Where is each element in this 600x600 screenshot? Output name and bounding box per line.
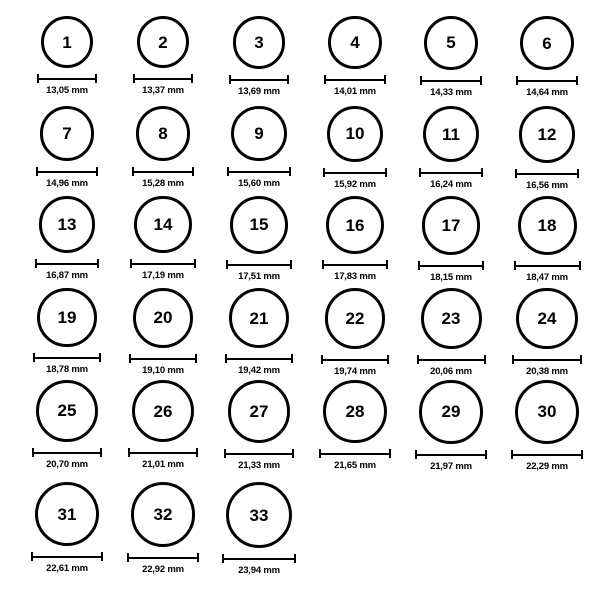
measure-line <box>415 454 487 456</box>
measure-tick-left <box>420 76 422 85</box>
measure-line <box>516 80 578 82</box>
ring-size-number: 27 <box>249 401 269 421</box>
diameter-label: 19,10 mm <box>142 364 184 376</box>
ring-circle <box>136 106 191 161</box>
measure-tick-left <box>132 167 134 176</box>
measure-tick-right <box>580 355 582 364</box>
diameter-label: 21,65 mm <box>334 460 376 472</box>
ring-size-number: 3 <box>254 32 264 52</box>
measure-tick-left <box>511 450 513 459</box>
measure-line <box>321 359 390 361</box>
ring-size-number: 1 <box>62 32 72 52</box>
ring-circle <box>515 380 579 444</box>
measure-line <box>129 358 197 360</box>
diameter-measure-bar <box>130 259 195 268</box>
diameter-label: 15,28 mm <box>142 177 184 189</box>
measure-line <box>319 453 390 455</box>
measure-line <box>32 452 102 454</box>
ring-size-number: 21 <box>249 308 269 328</box>
ring-circle <box>226 482 292 548</box>
measure-line <box>31 556 103 558</box>
measure-tick-left <box>31 552 33 561</box>
measure-tick-right <box>576 76 578 85</box>
ring-size-number: 5 <box>446 33 456 53</box>
measure-tick-right <box>96 167 98 176</box>
measure-tick-left <box>37 74 39 83</box>
diameter-measure-bar <box>512 355 581 364</box>
measure-line <box>37 78 97 80</box>
measure-tick-left <box>133 74 135 83</box>
ring-size-number: 33 <box>249 505 269 525</box>
ring-size-cell <box>113 482 213 575</box>
ring-size-cell <box>305 16 405 97</box>
diameter-measure-bar <box>37 74 97 83</box>
measure-tick-right <box>291 354 293 363</box>
measure-line <box>36 171 99 173</box>
measure-tick-right <box>481 168 483 177</box>
ring-circle <box>233 16 286 69</box>
measure-line <box>128 452 198 454</box>
diameter-label: 14,96 mm <box>46 177 88 189</box>
ring-size-cell <box>17 106 117 189</box>
ring-circle <box>137 16 189 68</box>
measure-tick-left <box>321 355 323 364</box>
diameter-measure-bar <box>229 75 290 84</box>
ring-circle <box>422 196 481 255</box>
measure-tick-right <box>577 169 579 178</box>
measure-tick-right <box>581 450 583 459</box>
measure-tick-right <box>101 552 103 561</box>
ring-circle <box>328 16 381 69</box>
diameter-measure-bar <box>324 75 385 84</box>
measure-line <box>511 454 583 456</box>
diameter-label: 15,92 mm <box>334 178 376 190</box>
diameter-measure-bar <box>129 354 197 363</box>
ring-circle <box>39 196 96 253</box>
ring-size-cell <box>209 288 309 376</box>
measure-line <box>512 359 581 361</box>
measure-line <box>133 78 193 80</box>
ring-circle <box>229 288 289 348</box>
measure-line <box>323 172 387 174</box>
measure-tick-left <box>128 448 130 457</box>
ring-size-cell <box>113 106 213 189</box>
ring-circle <box>323 380 386 443</box>
ring-size-cell <box>17 482 117 574</box>
ring-size-cell <box>305 106 405 190</box>
measure-tick-right <box>195 354 197 363</box>
diameter-label: 15,60 mm <box>238 178 280 190</box>
measure-tick-left <box>324 75 326 84</box>
measure-tick-left <box>323 168 325 177</box>
ring-size-number: 14 <box>153 215 173 235</box>
ring-size-cell <box>17 196 117 281</box>
measure-line <box>418 265 485 267</box>
diameter-measure-bar <box>417 355 486 364</box>
ring-size-number: 9 <box>254 124 264 144</box>
diameter-label: 14,01 mm <box>334 86 376 98</box>
ring-circle <box>424 16 478 70</box>
measure-tick-right <box>385 168 387 177</box>
measure-tick-right <box>95 74 97 83</box>
measure-tick-right <box>387 355 389 364</box>
measure-line <box>130 263 195 265</box>
ring-circle <box>421 288 482 349</box>
ring-size-cell <box>209 106 309 189</box>
ring-size-number: 18 <box>537 216 557 235</box>
diameter-label: 18,47 mm <box>526 272 568 283</box>
ring-size-number: 10 <box>345 124 365 144</box>
measure-tick-left <box>227 167 229 176</box>
diameter-label: 13,37 mm <box>142 85 184 97</box>
ring-size-number: 31 <box>57 504 77 524</box>
diameter-label: 18,78 mm <box>46 364 88 376</box>
diameter-label: 17,51 mm <box>238 270 280 282</box>
measure-tick-right <box>482 261 484 270</box>
ring-circle <box>35 482 99 546</box>
diameter-label: 13,69 mm <box>238 85 280 97</box>
diameter-label: 20,06 mm <box>430 366 472 377</box>
measure-tick-left <box>222 554 224 563</box>
diameter-measure-bar <box>36 167 99 176</box>
measure-tick-left <box>224 449 226 458</box>
measure-tick-left <box>129 354 131 363</box>
measure-line <box>227 171 290 173</box>
diameter-measure-bar <box>32 448 102 457</box>
measure-tick-right <box>579 261 581 270</box>
ring-circle <box>419 380 483 444</box>
ring-size-cell <box>497 196 597 283</box>
ring-size-number: 20 <box>153 308 173 328</box>
diameter-measure-bar <box>31 552 103 561</box>
measure-tick-left <box>130 259 132 268</box>
measure-tick-right <box>100 448 102 457</box>
measure-line <box>420 80 482 82</box>
measure-tick-right <box>294 554 296 563</box>
ring-size-cell <box>497 288 597 377</box>
measure-tick-right <box>290 260 292 269</box>
ring-circle <box>133 288 193 348</box>
measure-line <box>33 357 100 359</box>
ring-circle <box>327 106 383 162</box>
measure-tick-right <box>289 167 291 176</box>
diameter-label: 17,83 mm <box>334 271 376 283</box>
ring-size-number: 6 <box>542 33 552 53</box>
diameter-measure-bar <box>515 169 580 178</box>
measure-line <box>224 453 295 455</box>
ring-size-number: 30 <box>537 402 557 422</box>
measure-tick-left <box>33 353 35 362</box>
ring-size-cell <box>17 16 117 96</box>
measure-line <box>222 558 296 560</box>
measure-line <box>132 171 195 173</box>
measure-tick-left <box>512 355 514 364</box>
ring-size-number: 16 <box>345 215 365 235</box>
measure-tick-right <box>194 259 196 268</box>
ring-size-number: 32 <box>153 504 173 524</box>
ring-circle <box>518 196 577 255</box>
ring-size-number: 28 <box>345 402 365 422</box>
diameter-label: 14,64 mm <box>526 87 568 98</box>
diameter-label: 23,94 mm <box>238 565 280 576</box>
ring-size-cell <box>209 380 309 471</box>
diameter-measure-bar <box>321 355 390 364</box>
ring-size-cell <box>113 380 213 470</box>
ring-circle <box>228 380 291 443</box>
ring-size-cell <box>209 196 309 282</box>
diameter-measure-bar <box>133 74 193 83</box>
ring-size-cell <box>497 16 597 98</box>
measure-tick-right <box>389 449 391 458</box>
ring-size-number: 2 <box>158 32 168 52</box>
ring-circle <box>520 16 574 70</box>
measure-line <box>225 358 293 360</box>
ring-size-number: 8 <box>158 123 168 143</box>
measure-tick-left <box>322 260 324 269</box>
measure-tick-right <box>287 75 289 84</box>
ring-size-cell <box>401 288 501 377</box>
measure-tick-right <box>386 260 388 269</box>
diameter-measure-bar <box>128 448 198 457</box>
ring-size-number: 23 <box>441 309 461 328</box>
ring-size-number: 11 <box>442 124 460 144</box>
diameter-label: 19,74 mm <box>334 365 376 377</box>
measure-tick-right <box>192 167 194 176</box>
ring-size-number: 12 <box>537 124 557 144</box>
measure-line <box>226 264 292 266</box>
ring-size-number: 25 <box>57 401 77 421</box>
measure-tick-right <box>384 75 386 84</box>
ring-size-cell <box>209 482 309 576</box>
measure-tick-right <box>191 74 193 83</box>
ring-circle <box>134 196 191 253</box>
diameter-measure-bar <box>322 260 388 269</box>
measure-line <box>322 264 388 266</box>
ring-circle <box>40 106 95 161</box>
diameter-label: 21,33 mm <box>238 459 280 471</box>
measure-tick-right <box>484 355 486 364</box>
ring-circle <box>132 380 194 442</box>
ring-circle <box>37 288 96 347</box>
ring-size-number: 7 <box>62 123 72 143</box>
ring-circle <box>423 106 479 162</box>
ring-size-number: 4 <box>350 33 360 53</box>
measure-tick-left <box>229 75 231 84</box>
ring-size-number: 22 <box>345 308 365 328</box>
measure-tick-left <box>415 450 417 459</box>
measure-tick-right <box>480 76 482 85</box>
diameter-label: 16,56 mm <box>526 179 568 191</box>
measure-tick-left <box>225 354 227 363</box>
measure-tick-right <box>485 450 487 459</box>
diameter-measure-bar <box>419 168 483 177</box>
ring-size-cell <box>401 196 501 283</box>
diameter-label: 16,24 mm <box>430 179 472 191</box>
diameter-measure-bar <box>514 261 581 270</box>
ring-size-cell <box>497 380 597 472</box>
diameter-measure-bar <box>132 167 195 176</box>
ring-size-cell <box>401 16 501 98</box>
measure-line <box>229 79 290 81</box>
diameter-measure-bar <box>511 450 583 459</box>
diameter-label: 19,42 mm <box>238 365 280 377</box>
measure-tick-left <box>516 76 518 85</box>
ring-circle <box>231 106 286 161</box>
diameter-measure-bar <box>319 449 390 458</box>
ring-size-number: 24 <box>537 309 557 329</box>
diameter-label: 17,19 mm <box>142 270 184 282</box>
diameter-measure-bar <box>225 354 293 363</box>
diameter-measure-bar <box>35 259 100 268</box>
ring-circle <box>131 482 196 547</box>
measure-tick-right <box>292 449 294 458</box>
measure-tick-right <box>99 353 101 362</box>
measure-line <box>127 557 200 559</box>
ring-size-cell <box>401 380 501 472</box>
ring-size-cell <box>113 288 213 376</box>
ring-size-cell <box>17 288 117 375</box>
measure-tick-left <box>36 167 38 176</box>
diameter-label: 18,15 mm <box>430 271 472 283</box>
ring-size-cell <box>113 196 213 281</box>
diameter-label: 16,87 mm <box>46 269 88 281</box>
ring-size-cell <box>401 106 501 190</box>
diameter-measure-bar <box>127 553 200 562</box>
diameter-measure-bar <box>33 353 100 362</box>
ring-circle <box>41 16 93 68</box>
measure-tick-left <box>515 169 517 178</box>
measure-tick-left <box>514 261 516 270</box>
diameter-measure-bar <box>418 261 485 270</box>
diameter-measure-bar <box>227 167 290 176</box>
measure-line <box>419 172 483 174</box>
diameter-label: 22,92 mm <box>142 563 184 575</box>
ring-circle <box>230 196 288 254</box>
measure-line <box>514 265 581 267</box>
ring-size-cell <box>305 380 405 471</box>
diameter-measure-bar <box>226 260 292 269</box>
diameter-measure-bar <box>224 449 295 458</box>
diameter-label: 22,29 mm <box>526 460 568 472</box>
measure-tick-left <box>417 355 419 364</box>
measure-tick-left <box>127 553 129 562</box>
ring-size-number: 26 <box>153 401 173 421</box>
ring-circle <box>36 380 98 442</box>
measure-tick-left <box>35 259 37 268</box>
ring-circle <box>519 106 576 163</box>
diameter-label: 21,01 mm <box>142 459 184 471</box>
ring-size-number: 19 <box>57 308 77 328</box>
ring-size-cell <box>17 380 117 470</box>
ring-size-number: 17 <box>441 215 461 235</box>
diameter-measure-bar <box>222 554 296 563</box>
ring-circle <box>516 288 577 349</box>
diameter-measure-bar <box>516 76 578 85</box>
measure-tick-left <box>319 449 321 458</box>
ring-circle <box>326 196 384 254</box>
ring-size-cell <box>305 288 405 377</box>
ring-size-number: 29 <box>441 402 461 422</box>
measure-line <box>35 263 100 265</box>
measure-line <box>417 359 486 361</box>
measure-tick-left <box>32 448 34 457</box>
measure-tick-left <box>418 261 420 270</box>
diameter-label: 14,33 mm <box>430 86 472 98</box>
diameter-label: 20,38 mm <box>526 366 568 378</box>
ring-size-number: 15 <box>249 215 269 235</box>
diameter-label: 20,70 mm <box>46 458 88 470</box>
measure-tick-left <box>419 168 421 177</box>
diameter-label: 22,61 mm <box>46 563 88 575</box>
diameter-label: 21,97 mm <box>430 460 472 472</box>
ring-size-cell <box>209 16 309 97</box>
measure-tick-left <box>226 260 228 269</box>
ring-size-cell <box>305 196 405 282</box>
ring-size-number: 13 <box>57 214 77 234</box>
measure-line <box>515 173 580 175</box>
ring-size-cell <box>497 106 597 191</box>
measure-tick-right <box>196 448 198 457</box>
diameter-measure-bar <box>415 450 487 459</box>
diameter-measure-bar <box>323 168 387 177</box>
ring-size-cell <box>113 16 213 96</box>
ring-circle <box>325 288 386 349</box>
measure-tick-right <box>197 553 199 562</box>
measure-tick-right <box>97 259 99 268</box>
diameter-measure-bar <box>420 76 482 85</box>
measure-line <box>324 79 385 81</box>
diameter-label: 13,05 mm <box>46 85 88 96</box>
